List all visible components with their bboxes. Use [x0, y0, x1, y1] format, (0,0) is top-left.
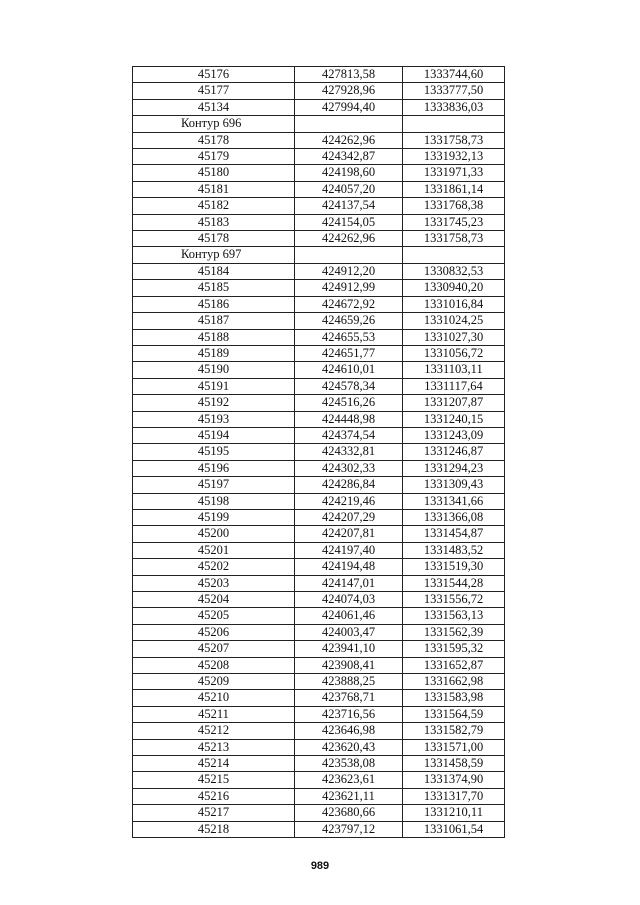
y-coordinate-cell: 1331556,72	[403, 592, 505, 608]
y-coordinate-cell: 1331027,30	[403, 329, 505, 345]
page-number: 989	[310, 860, 330, 872]
empty-cell	[403, 116, 505, 132]
point-id-cell: 45206	[133, 624, 295, 640]
table-row	[133, 756, 505, 772]
table-row	[133, 592, 505, 608]
x-coordinate-cell: 424262,96	[295, 231, 403, 247]
y-coordinate-cell: 1333836,03	[403, 99, 505, 115]
contour-label: Контур 696	[133, 116, 295, 132]
y-coordinate-cell: 1331564,59	[403, 706, 505, 722]
point-id-cell: 45198	[133, 493, 295, 509]
point-id-cell: 45178	[133, 132, 295, 148]
point-id-cell: 45184	[133, 263, 295, 279]
point-id-cell: 45190	[133, 362, 295, 378]
y-coordinate-cell: 1331207,87	[403, 395, 505, 411]
x-coordinate-cell: 423623,61	[295, 772, 403, 788]
table-row	[133, 83, 505, 99]
point-id-cell: 45134	[133, 99, 295, 115]
point-id-cell: 45200	[133, 526, 295, 542]
table-row	[133, 542, 505, 558]
point-id-cell: 45179	[133, 149, 295, 165]
table-row	[133, 280, 505, 296]
y-coordinate-cell: 1331861,14	[403, 181, 505, 197]
y-coordinate-cell: 1331246,87	[403, 444, 505, 460]
table-row	[133, 690, 505, 706]
x-coordinate-cell: 424516,26	[295, 395, 403, 411]
point-id-cell: 45193	[133, 411, 295, 427]
point-id-cell: 45204	[133, 592, 295, 608]
table-row	[133, 345, 505, 361]
point-id-cell: 45191	[133, 378, 295, 394]
table-row	[133, 378, 505, 394]
x-coordinate-cell: 424137,54	[295, 198, 403, 214]
point-id-cell: 45178	[133, 231, 295, 247]
y-coordinate-cell: 1331454,87	[403, 526, 505, 542]
x-coordinate-cell: 423941,10	[295, 641, 403, 657]
table-row	[133, 362, 505, 378]
y-coordinate-cell: 1331483,52	[403, 542, 505, 558]
x-coordinate-cell: 427994,40	[295, 99, 403, 115]
y-coordinate-cell: 1331563,13	[403, 608, 505, 624]
table-row	[133, 427, 505, 443]
y-coordinate-cell: 1331768,38	[403, 198, 505, 214]
table-row	[133, 165, 505, 181]
empty-cell	[295, 116, 403, 132]
x-coordinate-cell: 424672,92	[295, 296, 403, 312]
x-coordinate-cell: 424061,46	[295, 608, 403, 624]
table-row	[133, 198, 505, 214]
y-coordinate-cell: 1331374,90	[403, 772, 505, 788]
table-row	[133, 674, 505, 690]
y-coordinate-cell: 1331758,73	[403, 132, 505, 148]
point-id-cell: 45194	[133, 427, 295, 443]
y-coordinate-cell: 1331309,43	[403, 477, 505, 493]
x-coordinate-cell: 424147,01	[295, 575, 403, 591]
y-coordinate-cell: 1331562,39	[403, 624, 505, 640]
x-coordinate-cell: 427928,96	[295, 83, 403, 99]
table-row	[133, 132, 505, 148]
table-row	[133, 477, 505, 493]
point-id-cell: 45218	[133, 821, 295, 837]
x-coordinate-cell: 423716,56	[295, 706, 403, 722]
x-coordinate-cell: 424207,29	[295, 509, 403, 525]
point-id-cell: 45195	[133, 444, 295, 460]
y-coordinate-cell: 1331016,84	[403, 296, 505, 312]
point-id-cell: 45176	[133, 67, 295, 83]
point-id-cell: 45205	[133, 608, 295, 624]
table-row	[133, 395, 505, 411]
point-id-cell: 45214	[133, 756, 295, 772]
point-id-cell: 45216	[133, 788, 295, 804]
table-row	[133, 739, 505, 755]
table-row	[133, 788, 505, 804]
table-row	[133, 821, 505, 837]
x-coordinate-cell: 427813,58	[295, 67, 403, 83]
table-row	[133, 805, 505, 821]
x-coordinate-cell: 423908,41	[295, 657, 403, 673]
point-id-cell: 45212	[133, 723, 295, 739]
x-coordinate-cell: 423621,11	[295, 788, 403, 804]
x-coordinate-cell: 424198,60	[295, 165, 403, 181]
table-row	[133, 493, 505, 509]
point-id-cell: 45177	[133, 83, 295, 99]
point-id-cell: 45192	[133, 395, 295, 411]
y-coordinate-cell: 1331103,11	[403, 362, 505, 378]
point-id-cell: 45183	[133, 214, 295, 230]
x-coordinate-cell: 424207,81	[295, 526, 403, 542]
x-coordinate-cell: 424448,98	[295, 411, 403, 427]
contour-header-row	[133, 116, 505, 132]
table-row	[133, 460, 505, 476]
point-id-cell: 45208	[133, 657, 295, 673]
y-coordinate-cell: 1331583,98	[403, 690, 505, 706]
y-coordinate-cell: 1331243,09	[403, 427, 505, 443]
point-id-cell: 45202	[133, 559, 295, 575]
point-id-cell: 45189	[133, 345, 295, 361]
y-coordinate-cell: 1331758,73	[403, 231, 505, 247]
point-id-cell: 45185	[133, 280, 295, 296]
y-coordinate-cell: 1331294,23	[403, 460, 505, 476]
table-row	[133, 444, 505, 460]
x-coordinate-cell: 424219,46	[295, 493, 403, 509]
x-coordinate-cell: 423888,25	[295, 674, 403, 690]
point-id-cell: 45201	[133, 542, 295, 558]
table-row	[133, 99, 505, 115]
y-coordinate-cell: 1331240,15	[403, 411, 505, 427]
table-row	[133, 641, 505, 657]
x-coordinate-cell: 424332,81	[295, 444, 403, 460]
x-coordinate-cell: 424194,48	[295, 559, 403, 575]
point-id-cell: 45187	[133, 313, 295, 329]
y-coordinate-cell: 1331024,25	[403, 313, 505, 329]
y-coordinate-cell: 1331745,23	[403, 214, 505, 230]
point-id-cell: 45203	[133, 575, 295, 591]
y-coordinate-cell: 1331662,98	[403, 674, 505, 690]
x-coordinate-cell: 424912,20	[295, 263, 403, 279]
table-row	[133, 509, 505, 525]
y-coordinate-cell: 1331210,11	[403, 805, 505, 821]
y-coordinate-cell: 1331056,72	[403, 345, 505, 361]
y-coordinate-cell: 1331061,54	[403, 821, 505, 837]
x-coordinate-cell: 424651,77	[295, 345, 403, 361]
empty-cell	[295, 247, 403, 263]
empty-cell	[403, 247, 505, 263]
table-row	[133, 706, 505, 722]
table-row	[133, 559, 505, 575]
table-row	[133, 149, 505, 165]
x-coordinate-cell: 424262,96	[295, 132, 403, 148]
x-coordinate-cell: 424912,99	[295, 280, 403, 296]
x-coordinate-cell: 423797,12	[295, 821, 403, 837]
table-row	[133, 624, 505, 640]
point-id-cell: 45188	[133, 329, 295, 345]
x-coordinate-cell: 424610,01	[295, 362, 403, 378]
y-coordinate-cell: 1331341,66	[403, 493, 505, 509]
point-id-cell: 45199	[133, 509, 295, 525]
point-id-cell: 45207	[133, 641, 295, 657]
y-coordinate-cell: 1331582,79	[403, 723, 505, 739]
table-row	[133, 67, 505, 83]
y-coordinate-cell: 1331971,33	[403, 165, 505, 181]
x-coordinate-cell: 424655,53	[295, 329, 403, 345]
point-id-cell: 45215	[133, 772, 295, 788]
point-id-cell: 45213	[133, 739, 295, 755]
x-coordinate-cell: 424154,05	[295, 214, 403, 230]
point-id-cell: 45182	[133, 198, 295, 214]
x-coordinate-cell: 424659,26	[295, 313, 403, 329]
y-coordinate-cell: 1331317,70	[403, 788, 505, 804]
table-row	[133, 313, 505, 329]
point-id-cell: 45180	[133, 165, 295, 181]
table-row	[133, 231, 505, 247]
x-coordinate-cell: 423620,43	[295, 739, 403, 755]
point-id-cell: 45181	[133, 181, 295, 197]
x-coordinate-cell: 424286,84	[295, 477, 403, 493]
x-coordinate-cell: 423680,66	[295, 805, 403, 821]
coordinates-table	[132, 66, 505, 838]
y-coordinate-cell: 1331932,13	[403, 149, 505, 165]
table-row	[133, 575, 505, 591]
x-coordinate-cell: 424003,47	[295, 624, 403, 640]
point-id-cell: 45196	[133, 460, 295, 476]
y-coordinate-cell: 1331595,32	[403, 641, 505, 657]
y-coordinate-cell: 1330940,20	[403, 280, 505, 296]
x-coordinate-cell: 423646,98	[295, 723, 403, 739]
y-coordinate-cell: 1331544,28	[403, 575, 505, 591]
point-id-cell: 45210	[133, 690, 295, 706]
y-coordinate-cell: 1331571,00	[403, 739, 505, 755]
x-coordinate-cell: 424074,03	[295, 592, 403, 608]
y-coordinate-cell: 1333777,50	[403, 83, 505, 99]
x-coordinate-cell: 424057,20	[295, 181, 403, 197]
table-row	[133, 772, 505, 788]
point-id-cell: 45197	[133, 477, 295, 493]
x-coordinate-cell: 424578,34	[295, 378, 403, 394]
table-row	[133, 608, 505, 624]
coordinates-table-body	[133, 67, 505, 838]
x-coordinate-cell: 424302,33	[295, 460, 403, 476]
point-id-cell: 45211	[133, 706, 295, 722]
contour-label: Контур 697	[133, 247, 295, 263]
y-coordinate-cell: 1331519,30	[403, 559, 505, 575]
table-row	[133, 263, 505, 279]
contour-header-row	[133, 247, 505, 263]
y-coordinate-cell: 1331366,08	[403, 509, 505, 525]
table-row	[133, 181, 505, 197]
x-coordinate-cell: 424342,87	[295, 149, 403, 165]
table-row	[133, 723, 505, 739]
table-row	[133, 296, 505, 312]
table-row	[133, 526, 505, 542]
x-coordinate-cell: 423538,08	[295, 756, 403, 772]
x-coordinate-cell: 424197,40	[295, 542, 403, 558]
x-coordinate-cell: 424374,54	[295, 427, 403, 443]
y-coordinate-cell: 1331652,87	[403, 657, 505, 673]
y-coordinate-cell: 1331458,59	[403, 756, 505, 772]
y-coordinate-cell: 1333744,60	[403, 67, 505, 83]
point-id-cell: 45209	[133, 674, 295, 690]
point-id-cell: 45186	[133, 296, 295, 312]
point-id-cell: 45217	[133, 805, 295, 821]
y-coordinate-cell: 1331117,64	[403, 378, 505, 394]
table-row	[133, 411, 505, 427]
x-coordinate-cell: 423768,71	[295, 690, 403, 706]
table-row	[133, 329, 505, 345]
table-row	[133, 657, 505, 673]
y-coordinate-cell: 1330832,53	[403, 263, 505, 279]
table-row	[133, 214, 505, 230]
